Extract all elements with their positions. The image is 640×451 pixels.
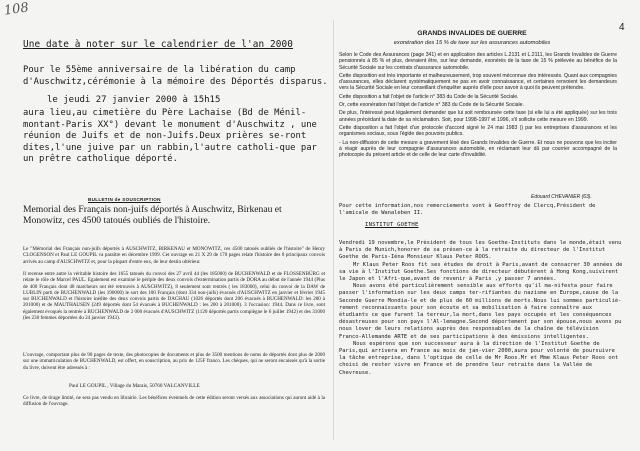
memorial-title: Memorial des Français non-juifs déportés à Auschwitz, Birkenau et Monowitz, ces 4500 tatoués oubliés de l'histoire. (23, 204, 282, 226)
article-body (339, 52, 617, 160)
date-line: le jeudi 27 janvier 2000 à 15h15 (47, 95, 221, 105)
goethe-title: INSTITUT GOETHE (365, 222, 419, 228)
ceremony-text: aura lieu,au cimetière du Père Lachaise (Bd de Ménil-montant-Paris XX°) devant le monument d'Auschwitz , une réunion de Juifs et de non-Juifs.Deux prières se-ront dites,l'une juive par un rabbin,l'autre catholi-que par un prêtre catholique déporté. (23, 108, 317, 164)
goethe-paragraph: Nous espérons que son successeur aura à la direction de l'Institut Goethe de Paris,qui arrivera en France au mois de jan-vier 2000,aura pour volonté de poursuivre la tâche entreprise, dans l'optique de celle de Mr Roos.Mr et Mme Klaus Peter Roos ont choisi de rester vivre en France et de prendre leur retraite dans la Vallée de Chevreuse. (339, 340, 619, 376)
forward-text: Pour cette information,nos remerciements vont à Geoffroy de Clercq,Président de l'amicale de Wanaleben II. (339, 203, 596, 217)
article-title: GRANDS INVALIDES DE GUERRE (417, 30, 527, 37)
goethe-paragraph: Mr Klaus Peter Roos fit ses études de droit à Paris,avant de consacrer 30 années de sa vie à l'Institut Goethe.Ses fonctions de directeur débutèrent à Hong Kong,suivirent le Japon et l'Afri-que,avant de revenir à Paris ,y passer 7 années. (339, 261, 623, 283)
bulletin-heading: BULLETIN de SOUSCRIPTION (88, 197, 161, 202)
page-number: 4 (619, 22, 625, 33)
order-address: Paul LE GOUPIL , Village du Marais, 50760 VALCANVILLE (69, 383, 200, 389)
article-paragraph: Cette disposition a fait l'objet de l'article n° 383 du Code de la Sécurité Sociale. (339, 93, 519, 100)
goethe-paragraph: Nous avons été particulièrement sensible aux efforts qu'il ma-nifesta pour faire passer l'information sur les deux camps ter-rifiantes du nazisme en Europe,cause de la Seconde Guerre Mondia-le et de plus de 60 millions de morts.Nous lui sommes particuliè-rement reconnaissants pour son écoute et sa mobilisation à faire connaître aux étudiants ce que furent la terreur,la mort,dans les pays occupés et les conséquences désastreuses pour son pays l'Al-lemagne.Second déportement par son épouse,nous avons pu nous lover de leurs relations auprès des responsables de la chaîne de télévision Franco-Allemande ARTE et de ses participations à des émissions intelligentes. (339, 283, 622, 340)
memorial-paragraph-1: Le "Mémorial des Français non-juifs déportés à AUSCHWITZ, BIRKENAU et MONOWITZ, ces 4500 tatoués oubliés de l'histoire" de Henry CLOGENSON et Paul LE GOUPIL va paraître en décembre 1999. Cet ouvrage en 21 X 29 de 170 pages relate l'histoire des 8 principaux convois arrivés au camp d'AUSCHWITZ et, pour la plupart d'entre eux, de leur destin ultérieur. (23, 246, 325, 265)
article-paragraph: - La non-diffusion de cette mesure a gravement lésé des Grands Invalides de Guerre. Et nous ne pouvons que les inciter à réagir auprès de leur compagnie d'assurances automobile, en réclamant leur dû par courrier accompagné de la photocopie du présent article et de celle de leur carte d'invalidité. (339, 139, 617, 159)
goethe-paragraph: Vendredi 19 novembre,le Président de tous les Goethe-Instituts dans le monde,était venu à Paris de Munich,honorer de sa présen-ce à la retraite du directeur de l'Institut Goethe de Paris-Iéna Monsieur Klaus Peter ROOS. (339, 240, 622, 261)
anniversary-text: Pour le 55ème anniversaire de la libération du camp d'Auschwitz,cérémonie à la mémoire des Déportés disparus. (23, 65, 328, 87)
article-paragraph: De plus, l'intéressé peut légalement demander que lui soit remboursée cette taxe (si elle lui a été appliquée) sur les trois années précédant la date de sa réclamation. Soit, pour 1998-1997 et 1996, s'il sollicite cette mesure en 1999. (339, 110, 617, 123)
article-subtitle: exonération des 15 % de taxe sur les assurances automobiles (393, 40, 551, 46)
goethe-article (339, 240, 624, 377)
column-divider (333, 20, 334, 440)
article-paragraph: Cette disposition est très importante et malheureusement, trop souvent méconnue des intéressés. Quant aux compagnies d'assurances, elles déclarent systématiquement ne pas en avoir connaissance, et certaines renvoient les demandeurs vers la Sécurité Sociale en leur conseillant d'enquêter auprès d'elle pour savoir à quoi ils peuvent prétendre. (339, 72, 617, 92)
memorial-paragraph-2: Il recense entre autre la véritable histoire des 1655 tatoués du convoi des 27 avril 44 (les 185000) de BUCHENWALD et de FLOSSENBÜRG et relate le rôle de Marcel PAUL. Egalement est examiné le périple des deux convois d'extermination partis de DORA au début de l'année 1944 (Plus de 400 Français dont 48 marcheurs ont été retrouvés à AUSCHWITZ), 8 seulement sont rentrés ( les 183000), celui du convoi de la DAW de LUBLIN parti de BUCHENWALD (les 190000) le sort des 100 Français (dont 334 non-juifs) évacués d'AUSCHWITZ en janvier et février 1945 sur BUCHENWALD et l'histoire inédite des deux convois partis de DACHAU (1026 déportés dont 206 évacués à BUCHENWALD: les 200 à 201000) et de MAUTHAUSEN (249 déportés dont 54 évacués à BUCHENWALD : les 200 à 201000). 3 l'occasion: 1944. Dans ce livre, sont également évoqués la rentrée à BUCHENWALD de 2 000 évacués d'AUSCHWITZ (1120 déportés partis compiègne le 6 juillet 1942) et des 31000 (les 230 femmes déportées du 24 janvier 1943). (23, 271, 325, 322)
memorial-paragraph-3: L'ouvrage, comportant plus de 90 pages de texte, des photocopies de documents et plus de 3500 mentions de noms de déportés dont plus de 2000 sur une immatriculation de BUCHENWALD, est offert, en souscription, au prix de 125F franco. Les chèques, qui ne seront encaissés qu'à la sortie du livre, doivent être adressés à : (23, 352, 325, 371)
handwritten-page-number: 108 (3, 0, 30, 19)
notice-title: Une date à noter sur le calendrier de l'an 2000 (23, 39, 293, 50)
memorial-paragraph-4: Ce livre, de tirage limité, ne sera pas vendu en librairie. Les bénéfices éventuels de cette édition seront versés aux associations qui auront aidé à la diffusion de l'ouvrage. (23, 395, 325, 408)
article-paragraph: Cette disposition a fait l'objet d'un protocole d'accord signé le 24 mai 1983 () par les entreprises d'assurances et les organismes sociaux, sous l'égide des pouvoirs publics. (339, 124, 617, 138)
article-paragraph: Or, cette exonération fait l'objet de l'article n° 383 du Code de la Sécurité Sociale. (339, 102, 524, 109)
article-paragraph: Selon le Code des Assurances (page 341) et en application des articles L.2131 et L.2111, les Grands Invalides de Guerre pensionnés à 85 % et plus, devraient être, sur leur demande, exonérés de la taxe de 15 % prélevée au bénéfice de la Sécurité Sociale sur les contrats d'assurance automobile. (339, 52, 617, 71)
article-signature: Edouard CHEVANIER (63). (531, 194, 592, 200)
